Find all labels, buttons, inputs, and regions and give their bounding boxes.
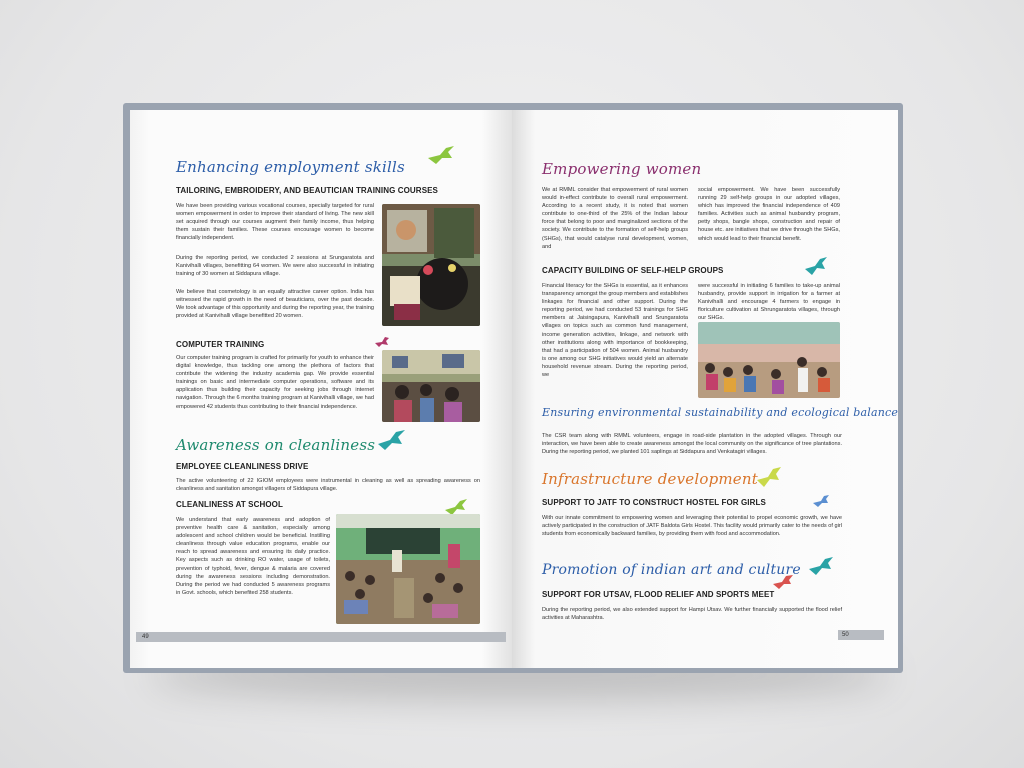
right-page-number: 50 (842, 632, 849, 638)
paragraph-hostel: With our innate commitment to empowering women and leveraging their potential to propel economic growth, we have actively participated in the construction of JATF Baldota Girls Hostel. This facility would primarily cater to the needs of girl students from economically backward families, by providing them with food and accommodation. (542, 515, 842, 538)
title-environment: Ensuring environmental sustainability and ecological balance (542, 406, 898, 419)
paragraph-school: We understand that early awareness and adoption of preventive health care & sanitation, especially among adolescent and school children would be beneficial. Instilling cleanliness through value education programs, enable our reach to spread awareness and ensuring its daily practice. Key aspects such as drinking RO water, usage of toilets, prevention of typhoid, fever, dengue & malaria are covered during the awareness sessions including demonstration. During the period we had conducted 5 awareness programs in Govt. schools, which benefited 258 students. (176, 517, 330, 596)
hummingbird-icon (804, 256, 828, 276)
left-page-number: 49 (142, 634, 149, 640)
paragraph-women-left: We at RMML consider that empowerment of rural women would in-effect contribute to overall rural empowerment. According to a recent study, it is noted that women contribute to one-third of the 25% of the Indian labour force that belong to poor and marginalized sections of the society. We contribute to the formation of self-help groups (SHGs), that would catalyse rural development, women, and (542, 187, 688, 250)
title-empowering-women: Empowering women (542, 160, 702, 178)
paragraph-women-right: social empowerment. We have been successfully running 29 self-help groups in our adopted villages, which has improved the financial independence of 409 families. Activities such as animal husbandry program, petty shops, bangle shops, construction and repair of house etc. are initiatives that we drive through the SHGs, which would lead to their financial benefit. (698, 187, 840, 242)
school-classroom-photo (336, 514, 480, 624)
paragraph-capacity-right: were successful in initiating 6 families to take-up animal husbandry, provide support in irrigation for a farmer at Kanivihalli and encourage 4 farmers to engage in floriculture cultivation at Shrungaratota villages, through our SHGs. (698, 283, 840, 322)
hummingbird-icon (808, 556, 834, 576)
paragraph-utsav: During the reporting period, we also extended support for Hampi Utsav. We further financially supported the flood relief activities at Maharashtra. (542, 607, 842, 622)
heading-capacity-building: CAPACITY BUILDING OF SELF-HELP GROUPS (542, 266, 724, 275)
heading-utsav: SUPPORT FOR UTSAV, FLOOD RELIEF AND SPORTS MEET (542, 590, 775, 599)
title-employment-skills: Enhancing employment skills (176, 158, 405, 176)
small-bird-icon (374, 336, 390, 348)
left-page-number-bar (136, 632, 506, 642)
paragraph-tailoring-1: We have been providing various vocational courses, specially targeted for rural women empowerment in order to improve their standard of living. The new skill set acquired through our courses augment their family income, thus helping them sustain their families. These courses encourage women to become financially independent. (176, 203, 374, 242)
beautician-training-photo (382, 204, 480, 326)
hummingbird-icon (376, 428, 406, 452)
small-bird-icon (812, 494, 830, 508)
heading-cleanliness-school: CLEANLINESS AT SCHOOL (176, 500, 283, 509)
title-cleanliness: Awareness on cleanliness (176, 436, 376, 454)
hummingbird-icon (426, 144, 456, 166)
small-bird-icon (772, 574, 794, 590)
left-page (130, 110, 512, 668)
right-page-number-bar (838, 630, 884, 640)
paragraph-environment: The CSR team along with RMML volunteers, engage in road-side plantation in the adopted villages. Through our interaction, we have been able to create awareness amongst the local community on the significance of tree plantations. During the reporting period, we planted 101 saplings at Siddapura and Venkatagiri villages. (542, 433, 842, 456)
heading-computer-training: COMPUTER TRAINING (176, 340, 265, 349)
shg-meeting-photo (698, 322, 840, 398)
heading-employee-cleanliness-drive: EMPLOYEE CLEANLINESS DRIVE (176, 462, 309, 471)
paragraph-capacity-left: Financial literacy for the SHGs is essential, as it enhances transparency amongst the group members and establishes linkages for financial and other support. During the reporting period, we had conducted 53 trainings for SHG members at Jaisingapura, Kanivihalli and Srungaratota villages on topics such as common fund management, income generation activities, linkage, and network with other institutions along with importance of bookkeeping, that had a participation of 504 women. Animal husbandry is one among our SHG initiatives would yield an alternate household revenue stream. During the reporting period, we (542, 283, 688, 379)
hummingbird-icon (756, 466, 782, 488)
paragraph-tailoring-3: We believe that cosmetology is an equally attractive career option. India has witnessed the rapid growth in the need of beauticians, over the past decade. We took advantage of this opportunity and during the reporting year, the training provided at Kanivihalli village benefitted 20 women. (176, 289, 374, 320)
paragraph-tailoring-2: During the reporting period, we conducted 2 sessions at Srungaratota and Kanivihalli villages, benefitting 64 women. We were also successful in initiating training of 30 women at Siddapura village. (176, 255, 374, 278)
computer-training-photo (382, 350, 480, 422)
heading-hostel: SUPPORT TO JATF TO CONSTRUCT HOSTEL FOR GIRLS (542, 498, 766, 507)
heading-tailoring: TAILORING, EMBROIDERY, AND BEAUTICIAN TRAINING COURSES (176, 186, 438, 195)
right-page (512, 110, 898, 668)
paragraph-computer-training: Our computer training program is crafted for primarily for youth to enhance their digital knowledge, thus tackling one among the plethora of factors that contribute the widening the industry academia gap. We provide essential trainings on basic and intermediate computer operations, software and its application thus building their capacity for seeking jobs through internet navigation. Through the 6 months training program at Kanivihalli village, we had empowered 42 students thus contributing to their financial independence. (176, 355, 374, 410)
title-infrastructure: Infrastructure development (542, 470, 758, 488)
title-art-culture: Promotion of indian art and culture (542, 562, 801, 578)
paragraph-employee-drive: The active volunteering of 22 IGIOM employees were instrumental in cleaning as well as spreading awareness on cleanliness and sanitation amongst villagers of Siddapura village. (176, 478, 480, 493)
